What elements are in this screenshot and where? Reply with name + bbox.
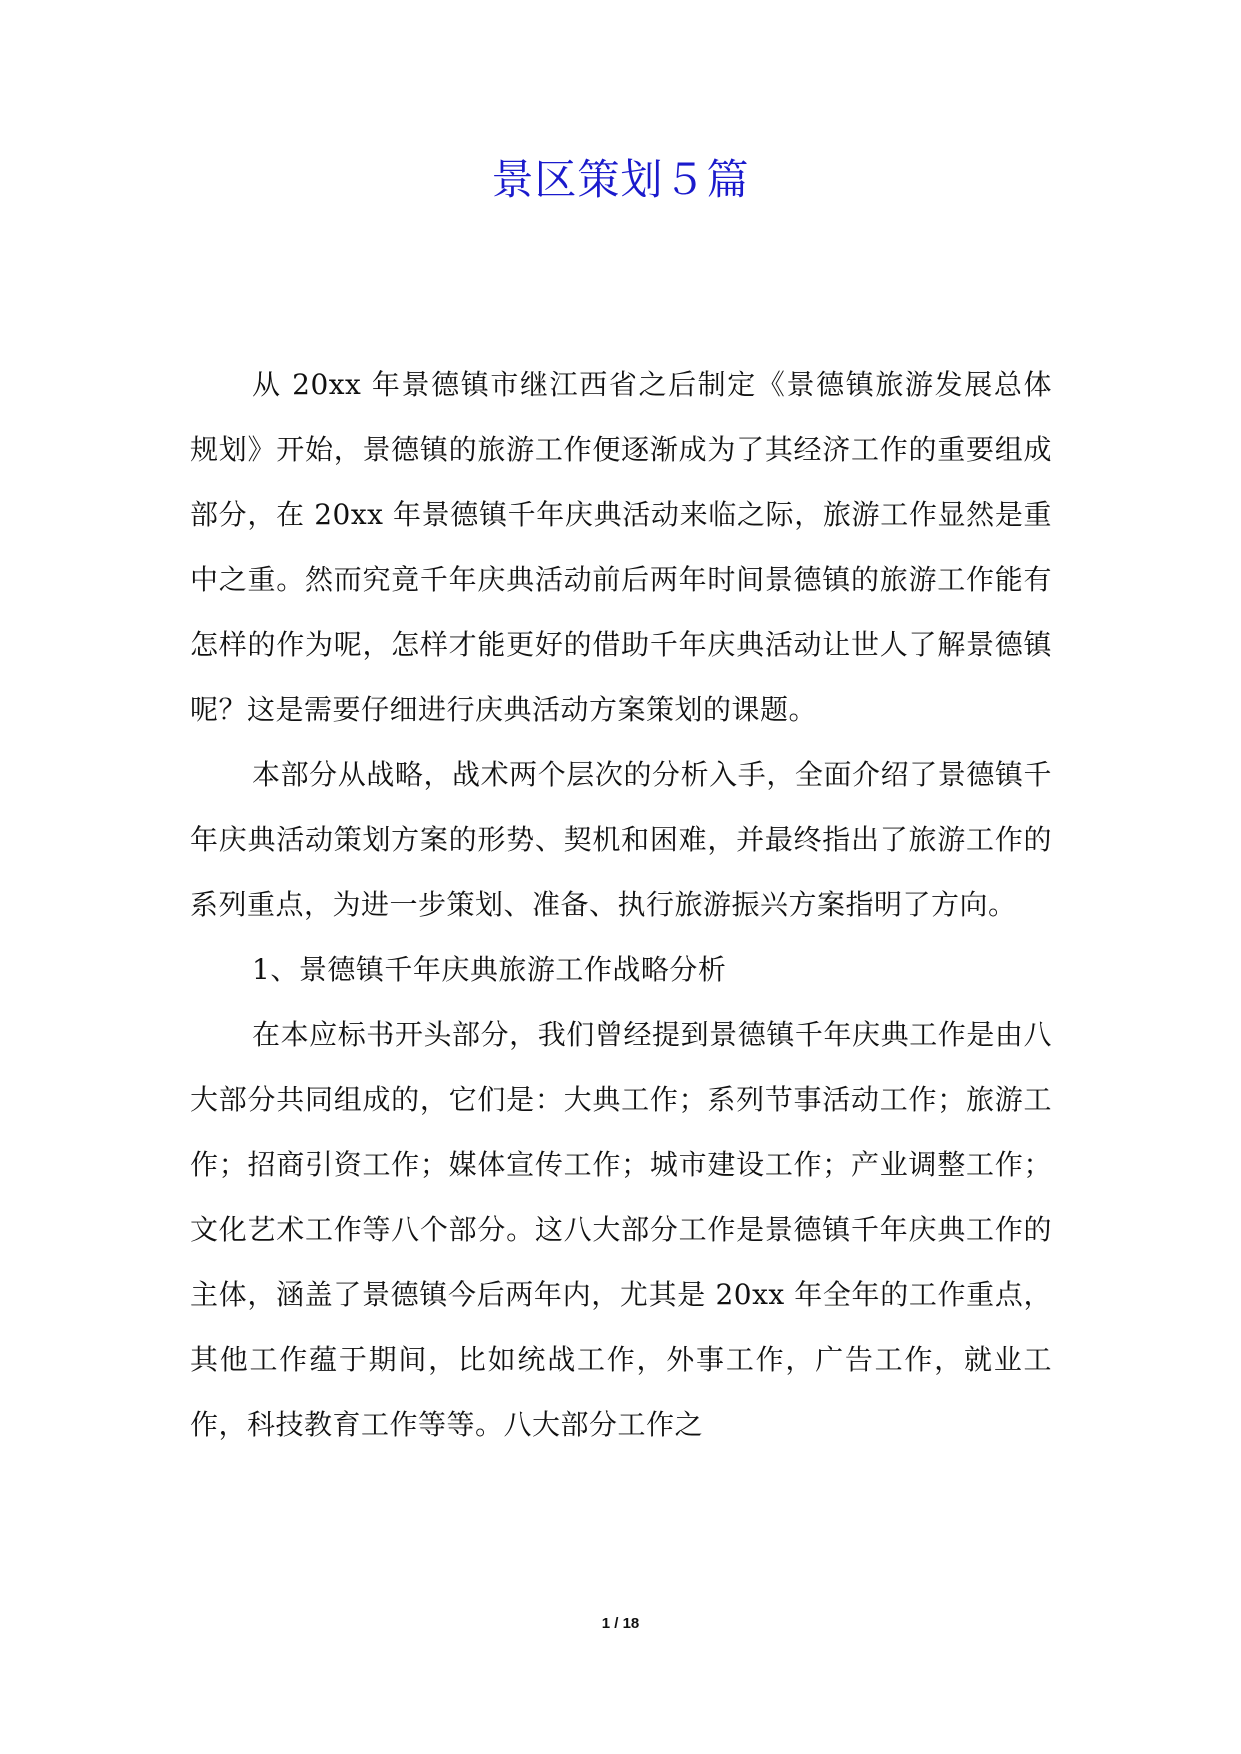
paragraph-strategy: 在本应标书开头部分，我们曾经提到景德镇千年庆典工作是由八大部分共同组成的，它们是：大典工作；系列节事活动工作；旅游工作；招商引资工作；媒体宣传工作；城市建设工作；产业调整工作；文化艺术工作等八个部分。这八大部分工作是景德镇千年庆典工作的主体，涵盖了景德镇今后两年内，尤其是 20xx 年全年的工作重点，其他工作蕴于期间，比如统战工作，外事工作，广告工作，就业工作，科技教育工作等等。八大部分工作之 xyxy=(190,1018,1052,1441)
section-heading-strategy: 1、景德镇千年庆典旅游工作战略分析 xyxy=(252,953,727,986)
paragraph-intro: 从 20xx 年景德镇市继江西省之后制定《景德镇旅游发展总体规划》开始，景德镇的旅游工作便逐渐成为了其经济工作的重要组成部分，在 20xx 年景德镇千年庆典活动来临之际，旅游工作显然是重中之重。然而究竟千年庆典活动前后两年时间景德镇的旅游工作能有怎样的作为呢，怎样才能更好的借助千年庆典活动让世人了解景德镇呢？这是需要仔细进行庆典活动方案策划的课题。 xyxy=(190,368,1052,726)
document-title: 景区策划５篇 xyxy=(491,155,750,204)
page-number: 1 / 18 xyxy=(601,1615,640,1632)
document-body xyxy=(190,352,1052,1457)
paragraph-overview: 本部分从战略，战术两个层次的分析入手，全面介绍了景德镇千年庆典活动策划方案的形势、契机和困难，并最终指出了旅游工作的系列重点，为进一步策划、准备、执行旅游振兴方案指明了方向。 xyxy=(190,758,1052,921)
